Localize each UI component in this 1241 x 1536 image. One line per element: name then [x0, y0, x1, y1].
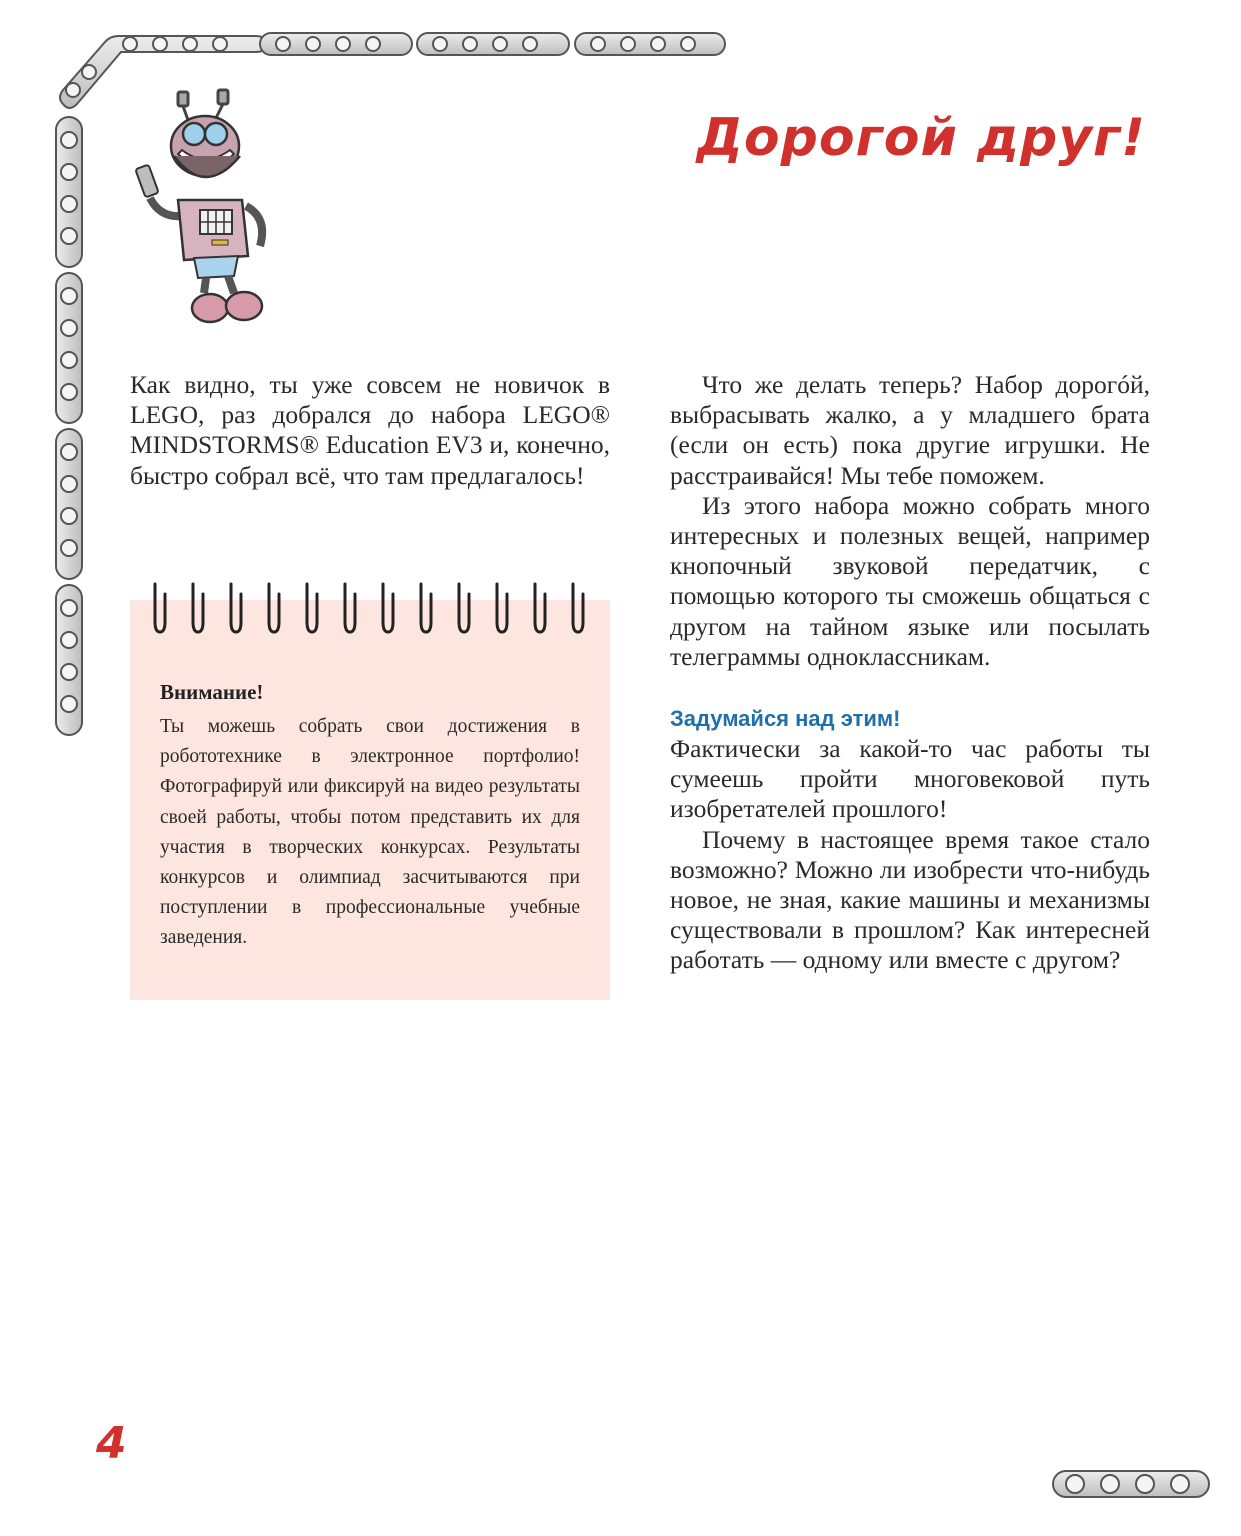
- lego-beam-bottom: [1050, 1468, 1215, 1500]
- think-subheading: Задумайся над этим!: [670, 706, 901, 732]
- lego-beam-left: [52, 115, 88, 740]
- right-paragraph-1: Что же делать теперь? Набор дорогóй, выбрасывать жалко, а у младшего брата (если он есть) пока другие игрушки. Не расстраивайся! Мы тебе поможем.: [670, 370, 1150, 490]
- page-title: Дорогой друг!: [696, 108, 1146, 168]
- robot-illustration: [130, 88, 280, 332]
- note-text: Ты можешь собрать свои достижения в робототехнике в электронное портфолио! Фотографируй или фиксируй на видео результаты своей работы, чтобы потом представить их для участия в творческих конкурсах. Результаты конкурсов и олимпиад засчитываются при поступлении в профессиональные учебные заведения.: [160, 716, 580, 949]
- right-paragraph-4: Почему в настоящее время такое стало возможно? Можно ли изобрести что-нибудь новое, не зная, какие машины и механизмы существовали в прошлом? Как интересней работать — одному или вместе с другом?: [670, 824, 1150, 975]
- left-column: [130, 370, 610, 491]
- note-heading: Внимание!: [160, 680, 264, 704]
- right-column: [670, 370, 1150, 976]
- page-number: 4: [96, 1418, 127, 1469]
- intro-paragraph: Как видно, ты уже совсем не новичок в LEGO, раз добрался до набора LEGO® MINDSTORMS® Education EV3 и, конечно, быстро собрал всё, что там предлагалось!: [130, 370, 610, 490]
- spiral-binding: [130, 580, 610, 640]
- right-paragraph-2: Из этого набора можно собрать много интересных и полезных вещей, например кнопочный звуковой передатчик, с помощью которого ты сможешь общаться с другом на тайном языке или посылать телеграммы одноклассникам.: [670, 490, 1150, 671]
- right-paragraph-3: Фактически за какой-то час работы ты сумеешь пройти многовековой путь изобретателей прошлого!: [670, 734, 1150, 824]
